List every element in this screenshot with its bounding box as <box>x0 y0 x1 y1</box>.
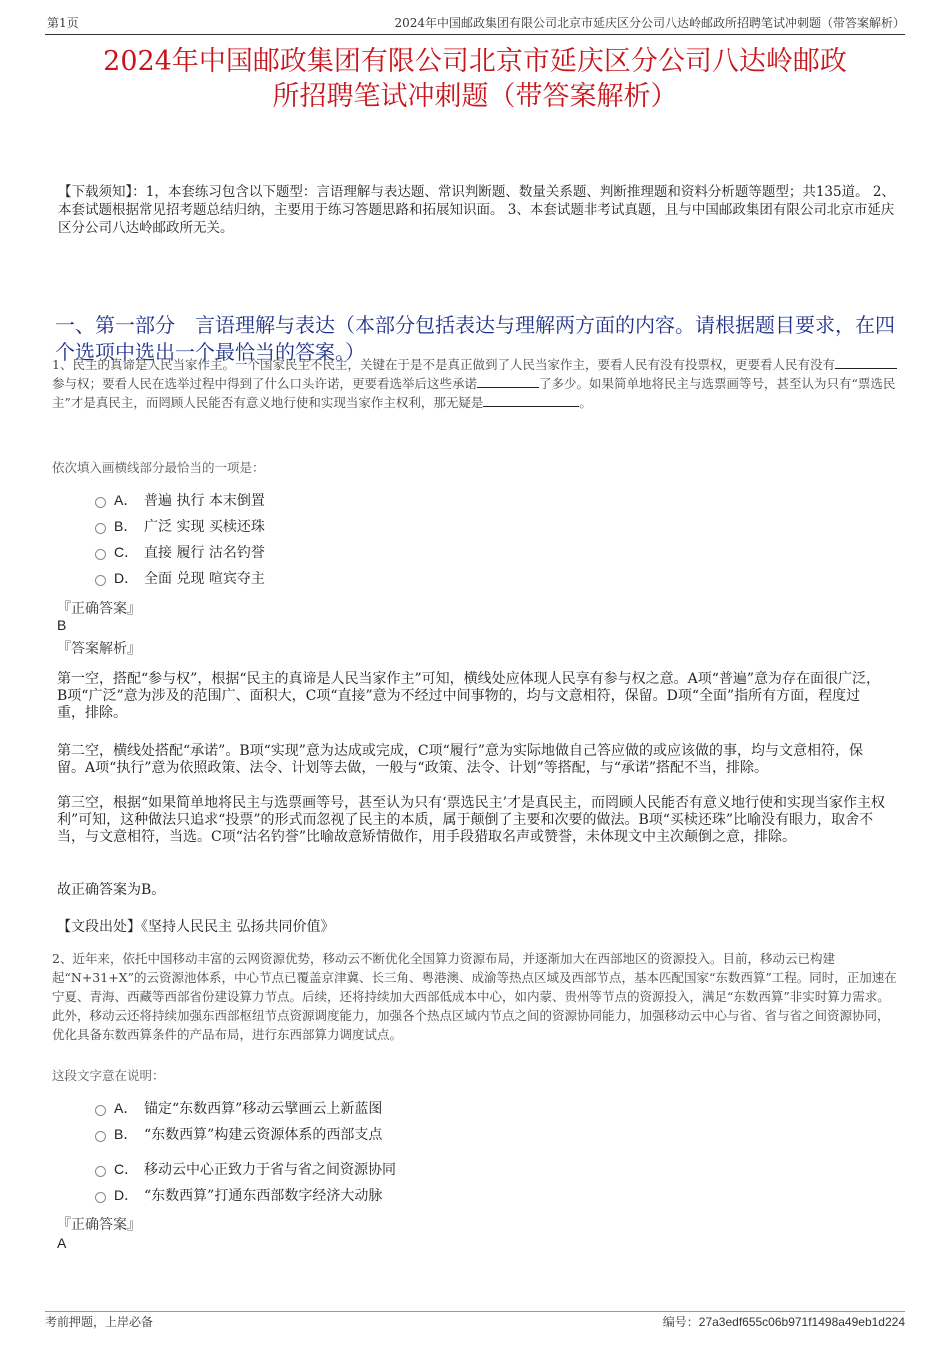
title-line-1: 2024年中国邮政集团有限公司北京市延庆区分公司八达岭邮政 <box>103 46 847 77</box>
radio-icon[interactable] <box>95 1192 106 1203</box>
q1-option-c[interactable]: C． 直接 履行 沽名钓誉 <box>95 542 265 562</box>
q2-option-c[interactable]: C． 移动云中心正致力于省与省之间资源协同 <box>95 1159 396 1179</box>
footer-code <box>663 1313 905 1330</box>
q1-analysis-4: 故正确答案为B。 <box>57 882 166 898</box>
correct-answer-label: 『正确答案』 <box>57 601 141 617</box>
footer-code-label: 编号： <box>662 1315 699 1329</box>
correct-answer-label-2: 『正确答案』 <box>57 1217 141 1233</box>
q2-option-a[interactable]: A． 锚定“东数西算”移动云擘画云上新蓝图 <box>95 1098 382 1118</box>
footer-divider <box>45 1311 905 1312</box>
question-2-prompt: 这段文字意在说明： <box>52 1068 165 1083</box>
footer-slogan: 考前押题，上岸必备 <box>45 1315 154 1329</box>
radio-icon[interactable] <box>95 549 106 560</box>
section-heading: 一、第一部分 言语理解与表达（本部分包括表达与理解两方面的内容。请根据题目要求，在四个选项中选出一个最恰当的答案。） <box>55 313 895 364</box>
q1-stem-part-a: 1、民主的真谛是人民当家作主。一个国家民主不民主，关键在于是不是真正做到了人民当家作主，要看人民有没有投票权，更要看人民有没有 <box>52 357 835 372</box>
q1-option-b[interactable]: B． 广泛 实现 买椟还珠 <box>95 516 265 536</box>
question-2-stem: 2、近年来，依托中国移动丰富的云网资源优势，移动云不断优化全国算力资源布局，并逐渐加大在西部地区的资源投入。目前，移动云已构建起“N+31+X”的云资源池体系，中心节点已覆盖京津冀、长三角、粤港澳、成渝等热点区域及西部节点，基本匹配国家“东数西算”工程。同时，正加速在宁夏、青海、西藏等西部省份建设算力节点。后续，还将持续加大西部低成本中心，如内蒙、贵州等节点的资源投入，满足“东数西算”非实时算力需求。此外，移动云还将持续加强东西部枢纽节点资源调度能力，加强各个热点区域内节点之间的资源协同能力，加强移动云中心与省、省与省之间资源协同，优化具备东数西算条件的产品布局，进行东西部算力调度试点。 <box>52 951 897 1042</box>
question-1-prompt: 依次填入画横线部分最恰当的一项是： <box>52 460 265 475</box>
q1-analysis-2: 第二空，横线处搭配“承诺”。B项“实现”意为达成或完成，C项“履行”意为实际地做自己答应做的或应该做的事，均与文意相符，保留。A项“执行”意为依照政策、法令、计划等去做，一般与“政策、法令、计划”等搭配，与“承诺”搭配不当，排除。 <box>57 743 863 776</box>
q2-option-b[interactable]: B． “东数西算”构建云资源体系的西部支点 <box>95 1124 382 1144</box>
radio-icon[interactable] <box>95 1166 106 1177</box>
q1-option-d[interactable]: D． 全面 兑现 喧宾夺主 <box>95 568 265 588</box>
q1-stem-part-b: 参与权；要看人民在选举过程中得到了什么口头许诺，更要看选举后这些承诺 <box>52 376 478 391</box>
q1-stem-part-d: 。 <box>579 395 592 410</box>
radio-icon[interactable] <box>95 1105 106 1116</box>
q1-answer: B <box>57 617 67 633</box>
blank-2 <box>477 374 539 388</box>
radio-icon[interactable] <box>95 523 106 534</box>
blank-1 <box>835 355 897 369</box>
q1-stem-part-c: 了多少。如果简单地将民主与选票画等号，甚至认为只有“票选民主”才是真民主，而罔顾人民能否有意义地行使和实现当家作主权利，那无疑是 <box>52 376 896 410</box>
q1-option-a[interactable]: A． 普遍 执行 本末倒置 <box>95 490 265 510</box>
q1-analysis-1: 第一空，搭配“参与权”，根据“民主的真谛是人民当家作主”可知，横线处应体现人民享有参与权之意。A项“普遍”意为存在面很广泛，B项“广泛”意为涉及的范围广、面积大，C项“直接”意为不经过中间事物的，均与文意相符，保留。D项“全面”指所有方面，程度过重，排除。 <box>57 671 881 721</box>
analysis-label: 『答案解析』 <box>57 641 141 657</box>
radio-icon[interactable] <box>95 497 106 508</box>
q2-answer: A <box>57 1235 67 1251</box>
q1-source: 【文段出处】《坚持人民民主 弘扬共同价值》 <box>57 919 335 935</box>
q2-option-d[interactable]: D． “东数西算”打通东西部数字经济大动脉 <box>95 1185 382 1205</box>
footer-code-value: 27a3edf655c06b971f1498a49eb1d224 <box>698 1315 905 1329</box>
radio-icon[interactable] <box>95 575 106 586</box>
download-notice: 【下载须知】：1，本套练习包含以下题型：言语理解与表达题、常识判断题、数量关系题、判断推理题和资料分析题等题型；共135道。 2、本套试题根据常见招考题总结归纳，主要用于练习答题思路和拓展知识面。 3、本套试题非考试真题，且与中国邮政集团有限公司北京市延庆区分公司八达岭邮政所无关。 <box>58 184 895 236</box>
title-line-2: 所招聘笔试冲刺题（带答案解析） <box>272 81 678 112</box>
page-header <box>45 14 905 35</box>
blank-3 <box>483 393 579 407</box>
header-doc-title: 2024年中国邮政集团有限公司北京市延庆区分公司八达岭邮政所招聘笔试冲刺题（带答案解析） <box>394 16 905 30</box>
page-number: 第1页 <box>47 16 79 30</box>
q1-analysis-3: 第三空，根据“如果简单地将民主与选票画等号，甚至认为只有‘票选民主’才是真民主，而罔顾人民能否有意义地行使和实现当家作主权利”可知，这种做法只追求“投票”的形式而忽视了民主的本质，属于颠倒了主要和次要的做法。B项“买椟还珠”比喻没有眼力，取舍不当，与文意相符，当选。C项“沽名钓誉”比喻故意矫情做作，用手段猎取名声或赞誉，未体现文中主次颠倒之意，排除。 <box>57 795 886 845</box>
radio-icon[interactable] <box>95 1131 106 1142</box>
page-title <box>45 44 905 114</box>
question-1-stem <box>52 355 900 412</box>
